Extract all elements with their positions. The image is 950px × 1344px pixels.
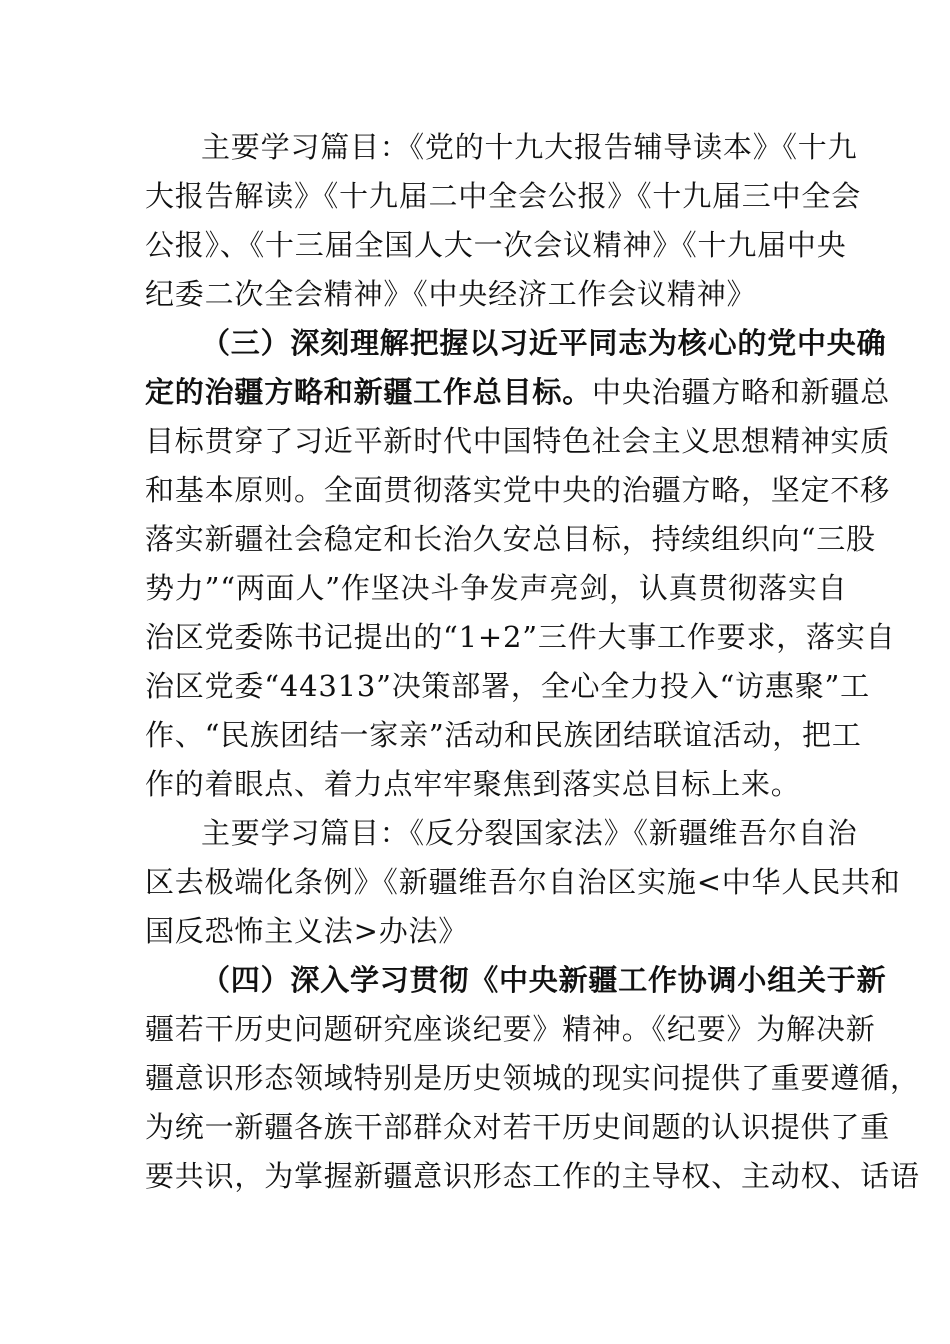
section-line: 为统一新疆各族干部群众对若干历史间题的认识提供了重 (145, 1110, 891, 1144)
section-heading-line: （三）深刻理解把握以习近平同志为核心的党中央确 (201, 326, 887, 360)
study-list-paragraph (145, 809, 901, 956)
section-line: 治区党委“44313”决策部署，全心全力投入“访惠聚”工 (145, 669, 870, 703)
section-line: 和基本原则。全面贯彻落实党中央的治疆方略，坚定不移 (145, 473, 891, 507)
section-heading-line: （四）深入学习贯彻《中央新疆工作协调小组关于新 (201, 963, 887, 997)
section-heading-tail: 定的治疆方略和新疆工作总目标。 (145, 375, 593, 409)
study-list-line: 公报》、《十三届全国人大一次会议精神》《十九届中央 (145, 228, 847, 262)
section-four-paragraph (145, 956, 920, 1201)
section-line: 疆意识形态领域特别是历史领城的现实问提供了重要遵循， (145, 1061, 920, 1095)
study-list-line: 区去极端化条例》《新疆维吾尔自治区实施<中华人民共和 (145, 865, 901, 899)
section-line: 落实新疆社会稳定和长治久安总目标，持续组织向“三股 (145, 522, 876, 556)
document-body (145, 123, 920, 1201)
study-list-line: 纪委二次全会精神》《中央经济工作会议精神》 (145, 277, 757, 311)
study-list-line: 主要学习篇目：《党的十九大报告辅导读本》《十九 (201, 130, 858, 164)
section-line: 疆若干历史问题研究座谈纪要》精神。《纪要》为解决新 (145, 1012, 876, 1046)
section-line: 目标贯穿了习近平新时代中国特色社会主义思想精神实质 (145, 424, 891, 458)
section-three-paragraph (145, 319, 896, 809)
section-line: 势力”“两面人”作坚决斗争发声亮剑，认真贯彻落实自 (145, 571, 848, 605)
study-list-line: 主要学习篇目：《反分裂国家法》《新疆维吾尔自治 (201, 816, 858, 850)
section-line: 作的着眼点、着力点牢牢聚焦到落实总目标上来。 (145, 767, 801, 801)
section-line: 要共识，为掌握新疆意识形态工作的主导权、主动权、话语 (145, 1159, 920, 1193)
section-line: 治区党委陈书记提出的“1+2”三件大事工作要求，落实自 (145, 620, 896, 654)
study-list-line: 大报告解读》《十九届二中全会公报》《十九届三中全会 (145, 179, 862, 213)
section-line: 作、“民族团结一家亲”活动和民族团结联谊活动，把工 (145, 718, 862, 752)
study-list-paragraph (145, 123, 862, 319)
section-body-text: 中央治疆方略和新疆总 (592, 375, 891, 409)
study-list-line: 国反恐怖主义法>办法》 (145, 914, 469, 948)
section-line (145, 368, 891, 417)
